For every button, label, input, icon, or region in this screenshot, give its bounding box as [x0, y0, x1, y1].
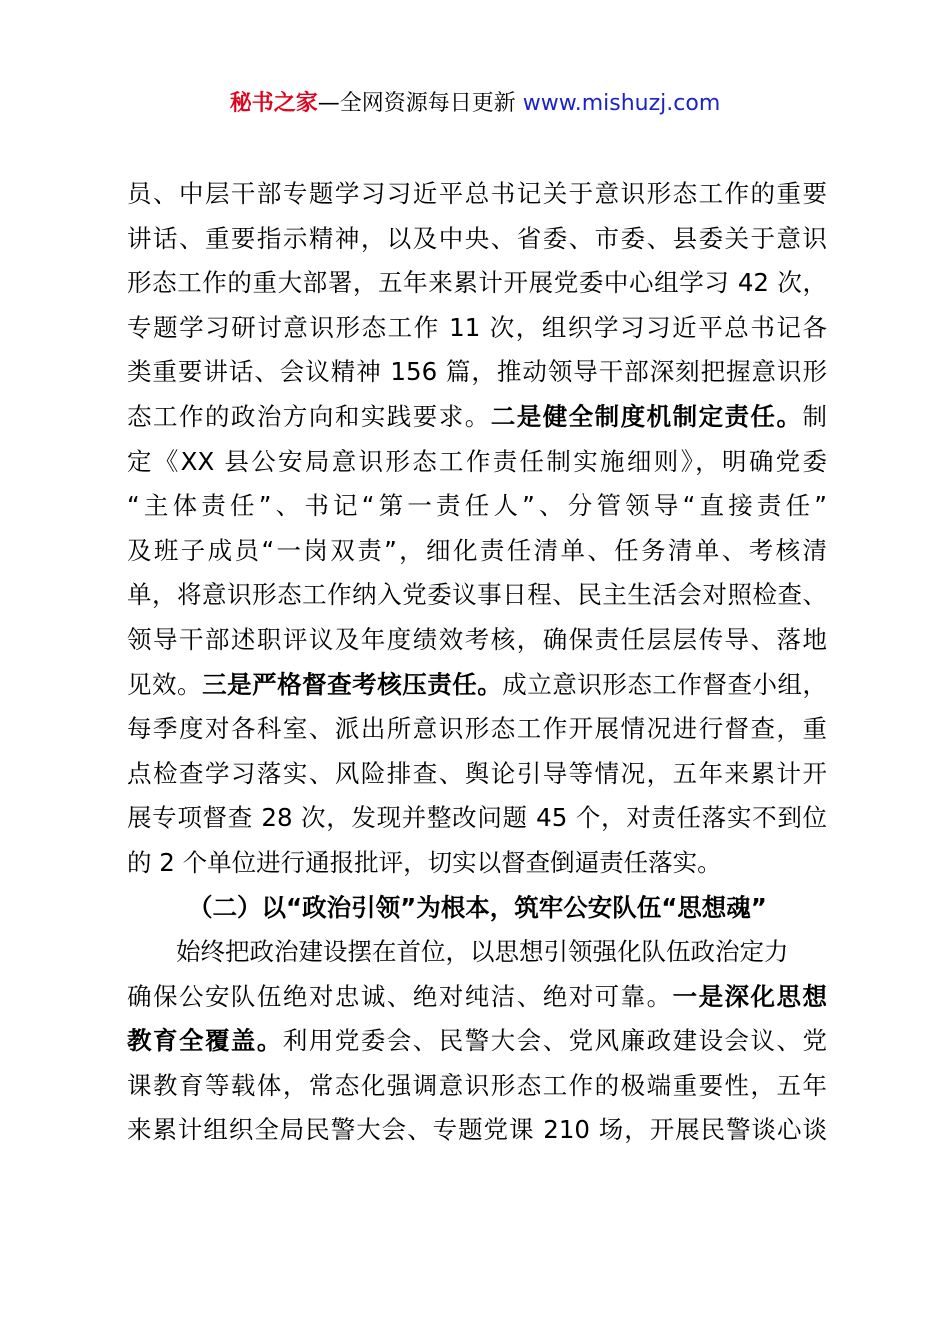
- text-line: 类重要讲话、会议精神 156 篇，推动领导干部深刻把握意识形: [127, 357, 827, 387]
- header-tagline: 全网资源每日更新: [339, 91, 516, 116]
- bold-subheading: 三是严格督查考核压责任。: [202, 669, 503, 699]
- header-url-link[interactable]: www.mishuzj.com: [522, 91, 721, 116]
- text-line: 及班子成员“一岗双责”，细化责任清单、任务清单、考核清: [127, 535, 827, 565]
- text-run: 确保公安队伍绝对忠诚、绝对纯洁、绝对可靠。: [127, 981, 673, 1011]
- document-body: [127, 172, 827, 1153]
- bold-subheading: 一是深化思想: [672, 981, 827, 1011]
- brand-name: 秘书之家: [229, 91, 318, 116]
- text-line: [127, 975, 827, 1020]
- text-line: 的 2 个单位进行通报批评，切实以督查倒逼责任落实。: [127, 847, 722, 877]
- text-line: 专题学习研讨意识形态工作 11 次，组织学习习近平总书记各: [127, 312, 827, 342]
- text-line: [127, 663, 827, 708]
- text-run: 利用党委会、民警大会、党风廉政建设会议、党: [282, 1026, 828, 1056]
- page-header: [0, 88, 950, 120]
- text-line: 领导干部述职评议及年度绩效考核，确保责任层层传导、落地: [127, 624, 827, 654]
- text-line: 定《XX 县公安局意识形态工作责任制实施细则》，明确党委: [127, 446, 827, 476]
- text-line: 员、中层干部专题学习习近平总书记关于意识形态工作的重要: [127, 179, 827, 208]
- bold-subheading: 教育全覆盖。: [127, 1026, 283, 1056]
- text-line: 来累计组织全局民警大会、专题党课 210 场，开展民警谈心谈: [127, 1115, 827, 1145]
- section-heading: （二）以“政治引领”为根本，筑牢公安队伍“思想魂”: [188, 892, 767, 922]
- text-run: 成立意识形态工作督查小组，: [502, 669, 828, 699]
- text-line: 每季度对各科室、派出所意识形态工作开展情况进行督查，重: [127, 714, 827, 744]
- bold-subheading: 二是健全制度机制定责任。: [490, 401, 803, 431]
- text-run: 见效。: [127, 669, 203, 699]
- text-line: 单，将意识形态工作纳入党委议事日程、民主生活会对照检查、: [127, 580, 827, 610]
- text-line: 课教育等载体，常态化强调意识形态工作的极端重要性，五年: [127, 1070, 827, 1100]
- header-dash: —: [317, 91, 340, 116]
- text-line: 点检查学习落实、风险排查、舆论引导等情况，五年来累计开: [127, 758, 827, 788]
- text-line: 形态工作的重大部署，五年来累计开展党委中心组学习 42 次，: [127, 268, 827, 298]
- text-line: [127, 1019, 827, 1064]
- text-run: 制: [802, 401, 828, 431]
- text-line: “主体责任”、书记“第一责任人”、分管领导“直接责任”: [127, 491, 827, 521]
- text-line: 始终把政治建设摆在首位，以思想引领强化队伍政治定力: [176, 937, 789, 967]
- text-line: 展专项督查 28 次，发现并整改问题 45 个，对责任落实不到位: [127, 803, 827, 833]
- text-line: 讲话、重要指示精神，以及中央、省委、市委、县委关于意识: [127, 223, 827, 253]
- text-run: 态工作的政治方向和实践要求。: [127, 401, 491, 431]
- text-line: [127, 395, 827, 440]
